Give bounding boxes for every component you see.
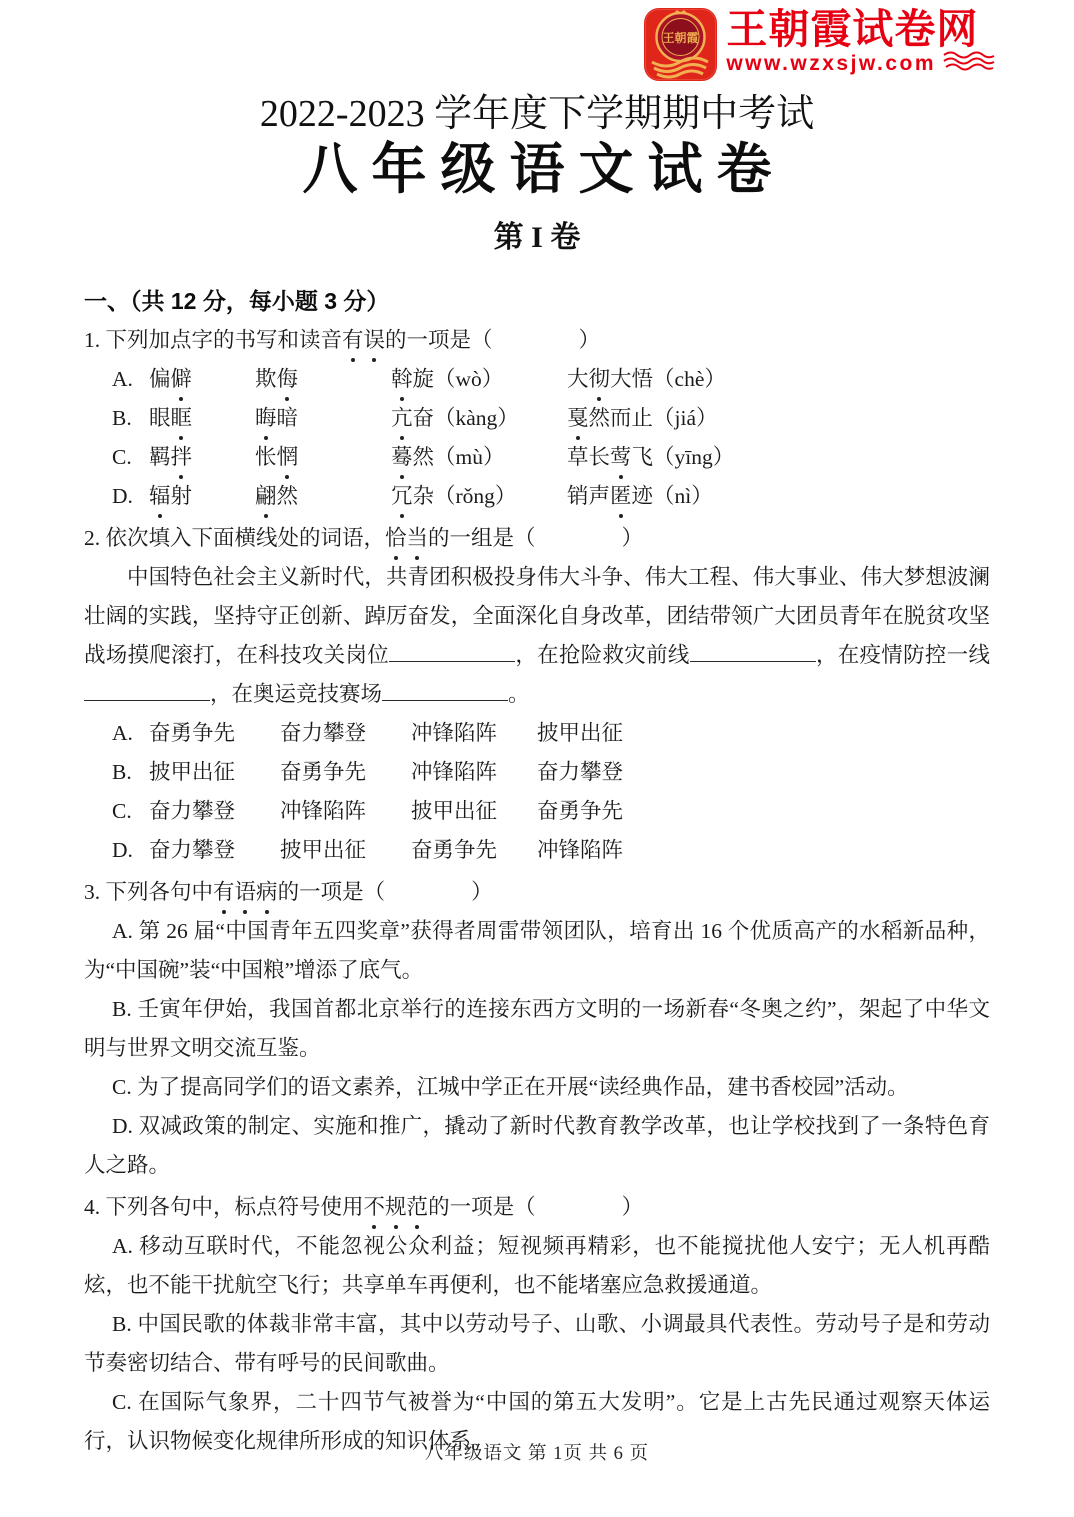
brand-url-row (726, 50, 996, 77)
q1-option-a (84, 360, 990, 399)
option-word: 奋力攀登 (537, 760, 624, 784)
brand-seal-text: 王朝霞 (662, 31, 699, 45)
q1-option-b (84, 399, 990, 438)
q2-option-d (84, 831, 990, 870)
question-2-stem: 2. 依次填入下面横线处的词语，恰当的一组是（ ） (84, 519, 990, 558)
brand-name: 王朝霞试卷网 (726, 6, 979, 52)
q3-option-b: B. 壬寅年伊始，我国首都北京举行的连接东西方文明的一场新春“冬奥之约”，架起了中华文明与世界文明交流互鉴。 (84, 997, 990, 1060)
q4-option-a: A. 移动互联时代，不能忽视公众利益；短视频再精彩，也不能搅扰他人安宁；无人机再酷炫，也不能干扰航空飞行；共享单车再便利，也不能堵塞应急救援通道。 (84, 1234, 990, 1297)
option-word: 翩然 (255, 477, 391, 516)
q2-option-c (84, 792, 990, 831)
exam-session-title: 2022-2023 学年度下学期期中考试 (259, 93, 815, 135)
q4-option-c: C. 在国际气象界，二十四节气被誉为“中国的第五大发明”。它是上古先民通过观察天体运行，认识物候变化规律所形成的知识体系。 (84, 1390, 990, 1453)
q3-option-a: A. 第 26 届“中国青年五四奖章”获得者周雷带领团队，培育出 16 个优质高产的水稻新品种，为“中国碗”装“中国粮”增添了底气。 (84, 919, 990, 982)
option-word: 亢奋（kàng） (391, 399, 567, 438)
q2-passage: 中国特色社会主义新时代，共青团积极投身伟大斗争、伟大工程、伟大事业、伟大梦想波澜壮阔的实践，坚持守正创新、踔厉奋发，全面深化自身改革，团结带领广大团员青年在脱贫攻坚战场摸爬滚打，在科技攻关岗位 ，在抢险救灾前线 ，在疫情防控一线，在奥运竞技赛场 。 (84, 565, 990, 706)
page-footer: 八年级语文 第 1页 共 6 页 (424, 1444, 650, 1464)
question-3-stem: 3. 下列各句中有语病的一项是（ ） (84, 873, 990, 912)
option-word: 奋勇争先 (280, 760, 367, 784)
paper-title: 八年级语文试卷 (302, 139, 786, 200)
site-logo (644, 8, 996, 86)
option-word: 披甲出征 (280, 838, 367, 862)
option-word: 披甲出征 (149, 760, 236, 784)
volume-heading: 第 I 卷 (493, 221, 581, 254)
fill-in-blank (690, 640, 816, 663)
question-4-stem: 4. 下列各句中，标点符号使用不规范的一项是（ ） (84, 1188, 990, 1227)
option-label: A. (112, 721, 133, 745)
option-word: 欺侮 (255, 360, 391, 399)
option-word: 蓦然（mù） (391, 438, 567, 477)
brand-seal-icon (644, 8, 717, 86)
q4-option-b: B. 中国民歌的体裁非常丰富，其中以劳动号子、山歌、小调最具代表性。劳动号子是和劳动节奏密切结合、带有呼号的民间歌曲。 (84, 1312, 990, 1375)
q2-option-a (84, 714, 990, 753)
option-word: 奋勇争先 (411, 838, 498, 862)
option-word: 奋勇争先 (537, 799, 624, 823)
option-label: A. (112, 367, 133, 391)
option-label: C. (112, 799, 132, 823)
option-word: 冲锋陷阵 (411, 760, 498, 784)
section-one-heading: 一、（共 12 分，每小题 3 分） (84, 288, 390, 314)
q1-option-c (84, 438, 990, 477)
q3-option-d: D. 双减政策的制定、实施和推广，撬动了新时代教育教学改革，也让学校找到了一条特色育人之路。 (84, 1114, 990, 1177)
option-word: 辐射 (149, 477, 255, 516)
option-label: D. (112, 838, 133, 862)
option-word: 奋力攀登 (149, 799, 236, 823)
fill-in-blank (382, 679, 508, 702)
option-word: 冲锋陷阵 (411, 721, 498, 745)
option-word: 怅惘 (255, 438, 391, 477)
option-word: 戛然而止（jiá） (567, 399, 718, 438)
option-word: 偏僻 (149, 360, 255, 399)
q1-option-d (84, 477, 990, 516)
option-word: 冗杂（rǒng） (391, 477, 567, 516)
option-word: 披甲出征 (411, 799, 498, 823)
fill-in-blank (84, 679, 210, 702)
option-word: 冲锋陷阵 (280, 799, 367, 823)
option-label: D. (112, 484, 133, 508)
option-label: B. (112, 406, 132, 430)
fill-in-blank (389, 640, 515, 663)
option-word: 销声匿迹（nì） (567, 477, 713, 516)
option-word: 大彻大悟（chè） (567, 360, 726, 399)
option-label: C. (112, 445, 132, 469)
option-word: 冲锋陷阵 (537, 838, 624, 862)
q2-option-b (84, 753, 990, 792)
option-word: 晦暗 (255, 399, 391, 438)
brand-text-block (726, 8, 996, 77)
option-word: 草长莺飞（yīng） (567, 438, 734, 477)
question-1-stem: 1. 下列加点字的书写和读音有误的一项是（ ） (84, 321, 990, 360)
option-word: 斡旋（wò） (391, 360, 567, 399)
q3-option-c: C. 为了提高同学们的语文素养，江城中学正在开展“读经典作品，建书香校园”活动。 (112, 1075, 909, 1099)
option-word: 奋力攀登 (149, 838, 236, 862)
option-word: 奋力攀登 (280, 721, 367, 745)
brand-url: www.wzxsjw.com (726, 51, 936, 75)
option-word: 披甲出征 (537, 721, 624, 745)
option-word: 眼眶 (149, 399, 255, 438)
option-label: B. (112, 760, 132, 784)
wave-lines-icon (942, 50, 996, 77)
option-word: 奋勇争先 (149, 721, 236, 745)
option-word: 羁拌 (149, 438, 255, 477)
